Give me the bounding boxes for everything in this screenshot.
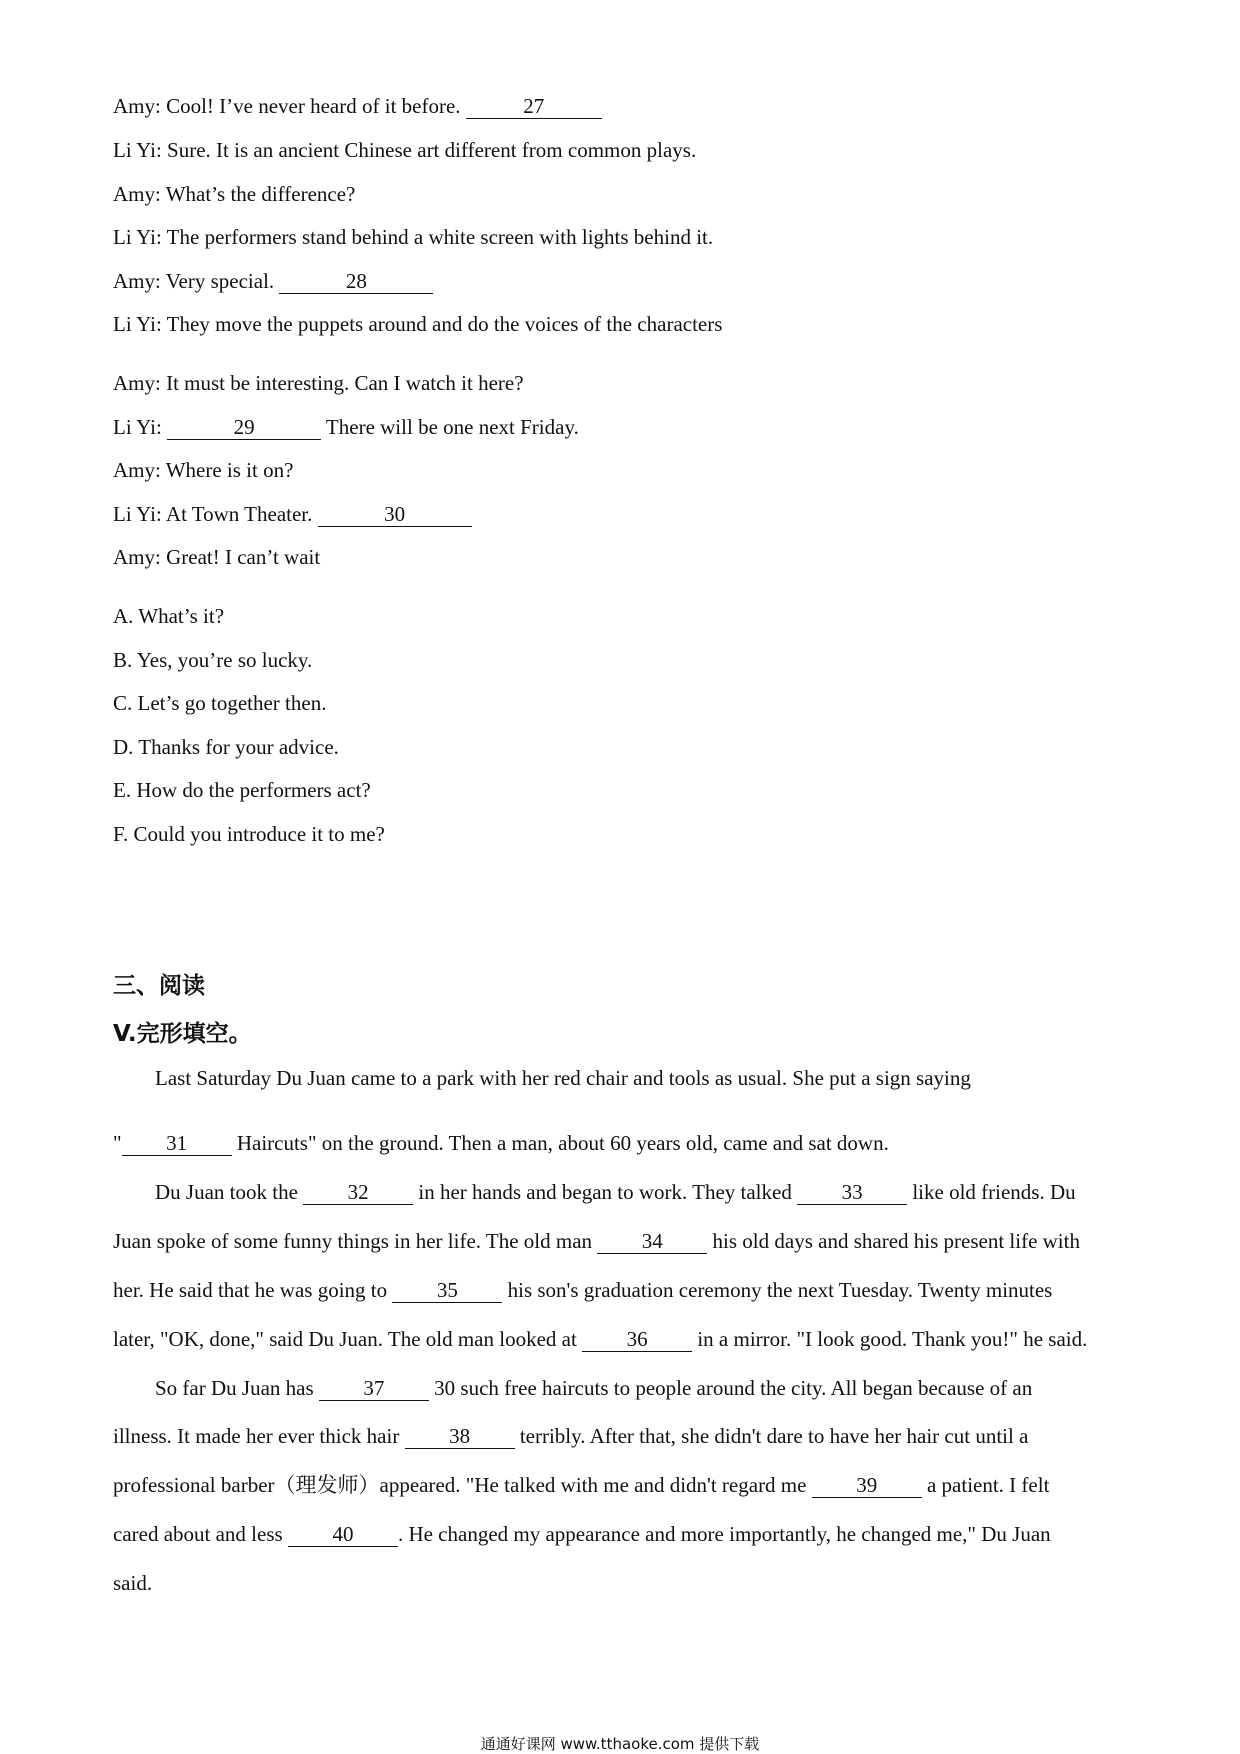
cloze-line-2: " 31 Haircuts" on the ground. Then a man, about 60 years old, came and sat down. xyxy=(113,1131,889,1155)
option-a: A. What’s it? xyxy=(113,604,225,628)
blank-35: 35 xyxy=(392,1278,502,1303)
option-f: F. Could you introduce it to me? xyxy=(113,822,385,846)
blank-40: 40 xyxy=(288,1522,398,1547)
blank-28: 28 xyxy=(279,269,433,294)
dialogue-line-1: Amy: Cool! I’ve never heard of it before. 27 xyxy=(113,92,602,120)
dialogue-line-10: Li Yi: At Town Theater. 30 xyxy=(113,500,472,528)
subsection-heading: V.完形填空。 xyxy=(113,1021,252,1047)
dialogue-line-9: Amy: Where is it on? xyxy=(113,458,294,482)
option-b: B. Yes, you’re so lucky. xyxy=(113,648,313,672)
dialogue-line-7: Amy: It must be interesting. Can I watch it here? xyxy=(113,371,524,395)
cloze-line-11: said. xyxy=(113,1571,153,1595)
dialogue-line-6: Li Yi: They move the puppets around and do the voices of the characters xyxy=(113,312,723,336)
cloze-line-9: professional barber（理发师）appeared. "He talked with me and didn't regard me 39 a patient. I felt xyxy=(113,1473,1050,1497)
blank-33: 33 xyxy=(797,1180,907,1205)
dialogue-line-8: Li Yi: 29 There will be one next Friday. xyxy=(113,415,579,439)
cloze-line-7: So far Du Juan has 37 30 such free haircuts to people around the city. All began because of an xyxy=(155,1376,1033,1400)
cloze-line-4: Juan spoke of some funny things in her life. The old man 34 his old days and shared his present life with xyxy=(113,1229,1080,1253)
dialogue-line-3: Amy: What’s the difference? xyxy=(113,182,356,206)
page-footer: 通通好课网 www.tthaoke.com 提供下载 xyxy=(480,1735,760,1753)
dialogue-line-2: Li Yi: Sure. It is an ancient Chinese art different from common plays. xyxy=(113,138,697,162)
option-d: D. Thanks for your advice. xyxy=(113,735,339,759)
blank-29: 29 xyxy=(167,415,321,440)
cloze-line-3: Du Juan took the 32 in her hands and began to work. They talked 33 like old friends. Du xyxy=(155,1180,1076,1204)
cloze-line-10: cared about and less 40 . He changed my appearance and more importantly, he changed me," Du Juan xyxy=(113,1522,1051,1546)
cloze-line-8: illness. It made her ever thick hair 38 terribly. After that, she didn't dare to have her hair cut until a xyxy=(113,1424,1029,1448)
blank-30: 30 xyxy=(318,502,472,527)
cloze-line-6: later, "OK, done," said Du Juan. The old man looked at 36 in a mirror. "I look good. Thank you!" he said. xyxy=(113,1327,1088,1351)
option-c: C. Let’s go together then. xyxy=(113,691,327,715)
blank-38: 38 xyxy=(405,1424,515,1449)
blank-32: 32 xyxy=(303,1180,413,1205)
blank-34: 34 xyxy=(597,1229,707,1254)
cloze-line-5: her. He said that he was going to 35 his son's graduation ceremony the next Tuesday. Twenty minutes xyxy=(113,1278,1053,1302)
dialogue-line-5: Amy: Very special. 28 xyxy=(113,267,433,295)
section-heading: 三、阅读 xyxy=(113,973,205,999)
option-e: E. How do the performers act? xyxy=(113,778,371,802)
dialogue-line-4: Li Yi: The performers stand behind a white screen with lights behind it. xyxy=(113,225,714,249)
blank-36: 36 xyxy=(582,1327,692,1352)
dialogue-line-11: Amy: Great! I can’t wait xyxy=(113,545,321,569)
blank-31: 31 xyxy=(122,1131,232,1156)
blank-37: 37 xyxy=(319,1376,429,1401)
cloze-line-1: Last Saturday Du Juan came to a park with her red chair and tools as usual. She put a sign saying xyxy=(155,1066,971,1090)
blank-39: 39 xyxy=(812,1473,922,1498)
blank-27: 27 xyxy=(466,94,602,119)
